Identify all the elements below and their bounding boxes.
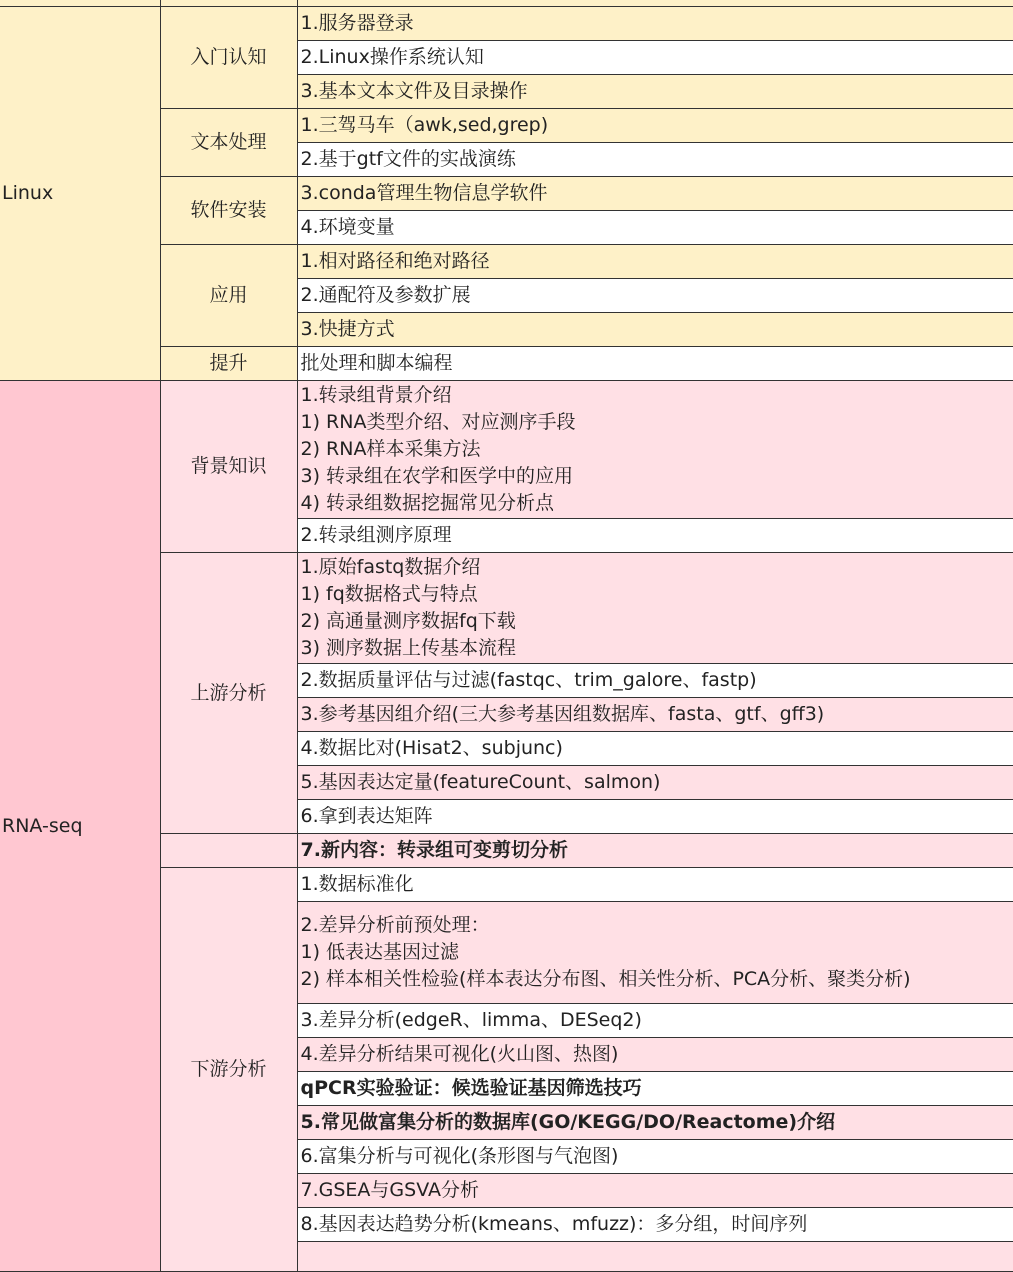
group-cell: 背景知识 (160, 381, 297, 553)
item-line: 3) 转录组在农学和医学中的应用 (301, 463, 1013, 490)
item-cell: 5.基因表达定量(featureCount、salmon) (297, 766, 1013, 800)
item-cell: 1.服务器登录 (297, 7, 1013, 41)
item-cell: 8.基因表达趋势分析(kmeans、mfuzz)：多分组，时间序列 (297, 1208, 1013, 1242)
item-cell: 4.数据比对(Hisat2、subjunc) (297, 732, 1013, 766)
item-cell: 3.差异分析(edgeR、limma、DESeq2) (297, 1004, 1013, 1038)
item-cell: 4.环境变量 (297, 211, 1013, 245)
group-cell: 入门认知 (160, 7, 297, 109)
item-cell-highlight: 5.常见做富集分析的数据库(GO/KEGG/DO/Reactome)介绍 (297, 1106, 1013, 1140)
item-line: 2) 样本相关性检验(样本表达分布图、相关性分析、PCA分析、聚类分析) (301, 966, 1013, 993)
item-cell: 批处理和脚本编程 (297, 347, 1013, 381)
item-cell-highlight: 7.新内容：转录组可变剪切分析 (297, 834, 1013, 868)
item-cell: 6.拿到表达矩阵 (297, 800, 1013, 834)
item-cell: 4.差异分析结果可视化(火山图、热图) (297, 1038, 1013, 1072)
item-cell-highlight: qPCR实验验证：候选验证基因筛选技巧 (297, 1072, 1013, 1106)
group-cell: 软件安装 (160, 177, 297, 245)
category-cell-rnaseq: RNA-seq (0, 381, 160, 1272)
item-cell: 2.通配符及参数扩展 (297, 279, 1013, 313)
item-cell: 1.三驾马车（awk,sed,grep) (297, 109, 1013, 143)
item-cell: 2.基于gtf文件的实战演练 (297, 143, 1013, 177)
item-cell (297, 381, 1013, 519)
item-cell: 1.相对路径和绝对路径 (297, 245, 1013, 279)
group-cell: 提升 (160, 347, 297, 381)
category-cell-linux: Linux (0, 7, 160, 381)
item-line: 1) RNA类型介绍、对应测序手段 (301, 409, 1013, 436)
item-line: 1.转录组背景介绍 (301, 382, 1013, 409)
item-line: 3) 测序数据上传基本流程 (301, 635, 1013, 662)
item-cell: 3.参考基因组介绍(三大参考基因组数据库、fasta、gtf、gff3) (297, 698, 1013, 732)
item-cell: 3.快捷方式 (297, 313, 1013, 347)
item-line: 2) RNA样本采集方法 (301, 436, 1013, 463)
item-line: 1.原始fastq数据介绍 (301, 554, 1013, 581)
item-line: 1) fq数据格式与特点 (301, 581, 1013, 608)
item-line: 4) 转录组数据挖掘常见分析点 (301, 490, 1013, 517)
group-cell: 下游分析 (160, 868, 297, 1272)
group-cell: 上游分析 (160, 553, 297, 834)
item-cell (297, 1242, 1013, 1272)
item-cell: 6.富集分析与可视化(条形图与气泡图) (297, 1140, 1013, 1174)
item-cell (297, 553, 1013, 664)
item-cell: 3.conda管理生物信息学软件 (297, 177, 1013, 211)
group-cell: 文本处理 (160, 109, 297, 177)
item-line: 2) 高通量测序数据fq下载 (301, 608, 1013, 635)
item-line: 1) 低表达基因过滤 (301, 939, 1013, 966)
item-cell: 2.Linux操作系统认知 (297, 41, 1013, 75)
item-cell: 3.基本文本文件及目录操作 (297, 75, 1013, 109)
item-cell: 7.GSEA与GSVA分析 (297, 1174, 1013, 1208)
item-cell: 1.数据标准化 (297, 868, 1013, 902)
group-cell-empty (160, 834, 297, 868)
group-cell: 应用 (160, 245, 297, 347)
item-cell: 2.数据质量评估与过滤(fastqc、trim_galore、fastp) (297, 664, 1013, 698)
item-cell: 2.转录组测序原理 (297, 519, 1013, 553)
item-cell (297, 902, 1013, 1004)
item-line: 2.差异分析前预处理： (301, 912, 1013, 939)
